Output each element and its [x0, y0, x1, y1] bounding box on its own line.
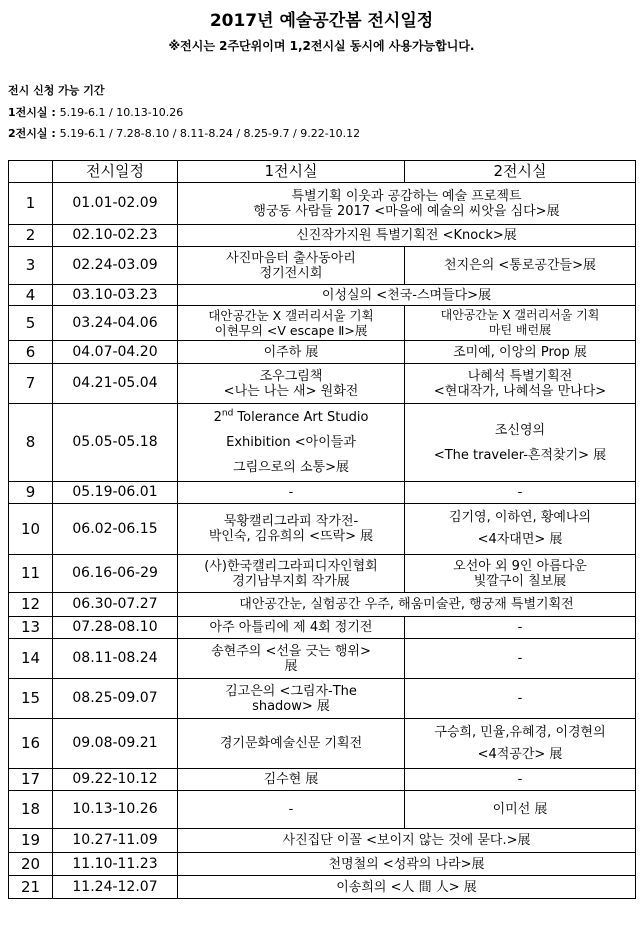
table-row: [9, 593, 636, 617]
row-merged-exhibition: 대안공간눈, 실험공간 우주, 해움미술관, 행궁재 특별기획전: [178, 593, 636, 617]
header-number: [9, 161, 53, 183]
table-row: [9, 225, 636, 247]
row-number: 19: [9, 829, 53, 853]
table-row: [9, 504, 636, 555]
row-room1: 사진마음터 출사동아리 정기전시회: [178, 247, 405, 285]
room2-apply-periods: [8, 125, 360, 141]
room1-text-rest: Exhibition <아이들과 그림으로의 소통>展: [226, 435, 356, 475]
row-merged-exhibition: 신진작가지원 특별기획전 <Knock>展: [178, 225, 636, 247]
table-row: [9, 341, 636, 364]
row-date: 09.08-09.21: [53, 719, 178, 769]
row-date: 04.21-05.04: [53, 364, 178, 404]
page-title: 2017년 예술공간봄 전시일정: [209, 11, 434, 31]
row-room2: 오선아 외 9인 아름다운 빛깔구이 칠보展: [405, 555, 636, 593]
row-date: 04.07-04.20: [53, 341, 178, 364]
row-number: 8: [9, 404, 53, 482]
row-date: 10.13-10.26: [53, 791, 178, 829]
table-row: [9, 306, 636, 341]
row-number: 9: [9, 482, 53, 504]
row-room2: 대안공간눈 X 갤러리서울 기획 마틴 배런展: [405, 306, 636, 341]
row-date: 07.28-08.10: [53, 617, 178, 639]
apply-heading: 전시 신청 가능 기간: [8, 84, 105, 97]
row-number: 14: [9, 639, 53, 679]
row-number: 10: [9, 504, 53, 555]
row-number: 21: [9, 876, 53, 899]
row-room1: -: [178, 791, 405, 829]
table-row: [9, 247, 636, 285]
row-date: 11.10-11.23: [53, 853, 178, 876]
room1-text-mid: Tolerance Art Studio: [233, 410, 369, 425]
row-room1: [178, 404, 405, 482]
table-row: [9, 769, 636, 791]
row-room1: 이주하 展: [178, 341, 405, 364]
row-room2: 이미선 展: [405, 791, 636, 829]
row-number: 6: [9, 341, 53, 364]
row-number: 4: [9, 285, 53, 306]
row-number: 12: [9, 593, 53, 617]
table-header-row: [9, 161, 636, 183]
room1-apply-label: 1전시실 :: [8, 106, 60, 119]
row-date: 08.25-09.07: [53, 679, 178, 719]
table-row: [9, 719, 636, 769]
row-merged-exhibition: 특별기획 이웃과 공감하는 예술 프로젝트 행궁동 사람들 2017 <마을에 예술의 씨앗을 심다>展: [178, 183, 636, 225]
row-room1: 묵황캘리그라피 작가전- 박인숙, 김유희의 <뜨락> 展: [178, 504, 405, 555]
schedule-table: [8, 160, 636, 899]
row-number: 1: [9, 183, 53, 225]
row-room1: 김고은의 <그림자-The shadow> 展: [178, 679, 405, 719]
header-room2: 2전시실: [405, 161, 636, 183]
notice-text: ※전시는 2주단위이며 1,2전시실 동시에 사용가능합니다.: [168, 39, 475, 53]
row-room2: 천지은의 <통로공간들>展: [405, 247, 636, 285]
ordinal-suffix: nd: [221, 408, 234, 419]
table-row: [9, 364, 636, 404]
row-number: 15: [9, 679, 53, 719]
row-room2: -: [405, 482, 636, 504]
row-date: 06.16-06-29: [53, 555, 178, 593]
row-date: 03.10-03.23: [53, 285, 178, 306]
row-number: 18: [9, 791, 53, 829]
row-room2: -: [405, 769, 636, 791]
row-room1: -: [178, 482, 405, 504]
room2-apply-label: 2전시실 :: [8, 127, 60, 140]
row-date: 08.11-08.24: [53, 639, 178, 679]
row-date: 02.24-03.09: [53, 247, 178, 285]
row-number: 7: [9, 364, 53, 404]
row-room1: (사)한국캘리그라피디자인협회 경기남부지회 작가展: [178, 555, 405, 593]
row-merged-exhibition: 사진집단 이꼴 <보이지 않는 것에 묻다.>展: [178, 829, 636, 853]
table-row: [9, 404, 636, 482]
table-row: [9, 285, 636, 306]
row-date: 05.05-05.18: [53, 404, 178, 482]
row-room1: 조우그림책 <나는 나는 새> 원화전: [178, 364, 405, 404]
row-room2: 조미예, 이앙의 Prop 展: [405, 341, 636, 364]
row-room1: 송현주의 <선을 긋는 행위> 展: [178, 639, 405, 679]
row-date: 01.01-02.09: [53, 183, 178, 225]
row-number: 3: [9, 247, 53, 285]
row-date: 02.10-02.23: [53, 225, 178, 247]
table-row: [9, 617, 636, 639]
row-room2: -: [405, 617, 636, 639]
room1-apply-periods: [8, 104, 183, 120]
row-date: 09.22-10.12: [53, 769, 178, 791]
row-date: 03.24-04.06: [53, 306, 178, 341]
table-row: [9, 829, 636, 853]
row-merged-exhibition: 천명철의 <성곽의 나라>展: [178, 853, 636, 876]
row-number: 20: [9, 853, 53, 876]
row-date: 06.30-07.27: [53, 593, 178, 617]
row-number: 16: [9, 719, 53, 769]
row-date: 05.19-06.01: [53, 482, 178, 504]
row-merged-exhibition: 이성실의 <천국-스며들다>展: [178, 285, 636, 306]
table-row: [9, 482, 636, 504]
row-room1: 경기문화예술신문 기획전: [178, 719, 405, 769]
row-room1: 대안공간눈 X 갤러리서울 기획 이현무의 <V escape Ⅱ>展: [178, 306, 405, 341]
table-row: [9, 853, 636, 876]
row-date: 11.24-12.07: [53, 876, 178, 899]
row-room2: -: [405, 639, 636, 679]
table-row: [9, 183, 636, 225]
row-date: 06.02-06.15: [53, 504, 178, 555]
row-number: 13: [9, 617, 53, 639]
row-room1: 아주 아틀리에 제 4회 정기전: [178, 617, 405, 639]
row-room2: -: [405, 679, 636, 719]
row-room2: 나혜석 특별기획전 <현대작가, 나혜석을 만나다>: [405, 364, 636, 404]
table-row: [9, 679, 636, 719]
room1-text-start: 2: [213, 410, 222, 425]
row-number: 17: [9, 769, 53, 791]
row-room2: 조신영의 <The traveler-흔적찾기> 展: [405, 404, 636, 482]
row-room1: 김수현 展: [178, 769, 405, 791]
row-number: 5: [9, 306, 53, 341]
table-row: [9, 876, 636, 899]
row-merged-exhibition: 이송희의 <人 間 人> 展: [178, 876, 636, 899]
row-date: 10.27-11.09: [53, 829, 178, 853]
header-date: 전시일정: [53, 161, 178, 183]
table-row: [9, 555, 636, 593]
row-number: 2: [9, 225, 53, 247]
room1-apply-values: 5.19-6.1 / 10.13-10.26: [59, 106, 184, 119]
header-room1: 1전시실: [178, 161, 405, 183]
table-row: [9, 639, 636, 679]
row-room2: 김기영, 이하연, 황예나의 <4자대면> 展: [405, 504, 636, 555]
row-number: 11: [9, 555, 53, 593]
table-row: [9, 791, 636, 829]
room2-apply-values: 5.19-6.1 / 7.28-8.10 / 8.11-8.24 / 8.25-9.7 / 9.22-10.12: [59, 127, 361, 140]
row-room2: 구승희, 민율,유혜경, 이경현의 <4적공간> 展: [405, 719, 636, 769]
